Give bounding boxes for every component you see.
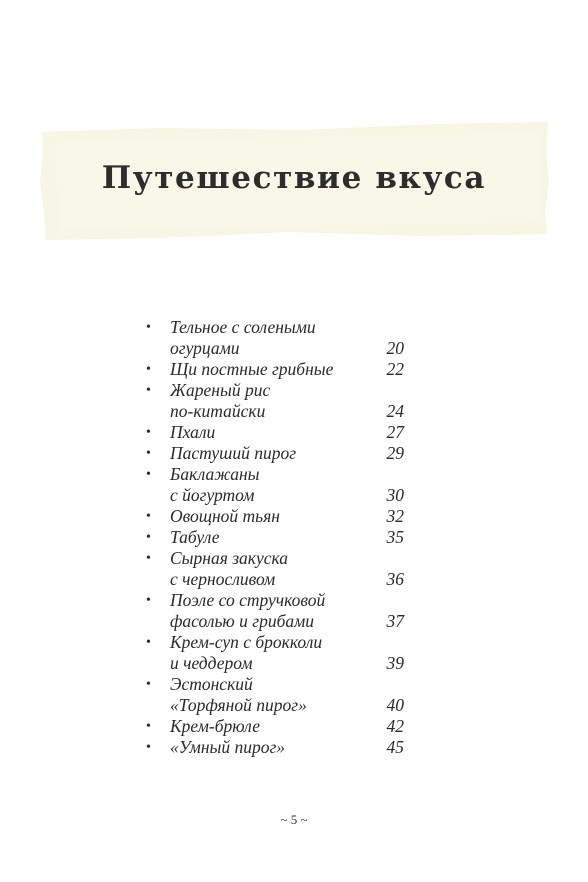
bullet-icon: • (146, 677, 151, 692)
toc-entry-page-number: 20 (386, 338, 404, 358)
toc-entry-line (144, 569, 414, 590)
toc-entry-title: Пхали (170, 422, 216, 442)
toc-entry-line (144, 737, 414, 758)
toc-entry-title: Жареный рис (170, 380, 271, 400)
bullet-icon: • (146, 320, 151, 335)
toc-entry (144, 737, 414, 758)
toc-entry-title: Табуле (170, 527, 220, 547)
toc-entry-title: Поэле со стручковой (170, 590, 326, 610)
bullet-icon: • (146, 509, 151, 524)
page-number-footer: ~ 5 ~ (280, 812, 308, 827)
toc-entry-line (144, 548, 414, 569)
toc-entry (144, 632, 414, 674)
bullet-icon: • (146, 719, 151, 734)
toc-entry-page-number: 45 (386, 737, 404, 757)
toc-entry (144, 674, 414, 716)
toc-entry-title: «Умный пирог» (170, 737, 286, 757)
toc-entry-title: фасолью и грибами (170, 611, 315, 631)
toc-entry-page-number: 29 (386, 443, 404, 463)
toc-entry-line (144, 422, 414, 443)
toc-entry (144, 443, 414, 464)
bullet-icon: • (146, 551, 151, 566)
page-title: Путешествие вкуса (101, 160, 487, 196)
toc-entry-line (144, 632, 414, 653)
toc-entry-line (144, 611, 414, 632)
toc-entry-page-number: 30 (386, 485, 404, 505)
toc-entry-title: с йогуртом (170, 485, 255, 505)
bullet-icon: • (146, 425, 151, 440)
toc-entry (144, 464, 414, 506)
toc-entry-title: огурцами (170, 338, 240, 358)
toc-entry-line (144, 338, 414, 359)
toc-entry-title: Эстонский (170, 674, 253, 694)
toc-entry-page-number: 35 (386, 527, 404, 547)
toc-entry-page-number: 42 (386, 716, 404, 736)
toc-entry (144, 380, 414, 422)
toc-entry-line (144, 380, 414, 401)
bullet-icon: • (146, 593, 151, 608)
toc-entry-line (144, 527, 414, 548)
toc-entry-title: Крем-брюле (170, 716, 260, 736)
toc-entry-line (144, 464, 414, 485)
toc-entry-title: с черносливом (170, 569, 276, 589)
toc-entry-page-number: 39 (386, 653, 404, 673)
bullet-icon: • (146, 362, 151, 377)
toc-entry (144, 422, 414, 443)
toc-entry (144, 527, 414, 548)
toc-entry-title: и чеддером (170, 653, 253, 673)
toc-entry-page-number: 24 (386, 401, 404, 421)
toc-entry-page-number: 36 (386, 569, 404, 589)
toc-entry-page-number: 40 (386, 695, 404, 715)
toc-entry-line (144, 590, 414, 611)
toc-entry-line (144, 506, 414, 527)
toc-entry-line (144, 359, 414, 380)
toc-entry-page-number: 22 (386, 359, 404, 379)
toc-entry-line (144, 485, 414, 506)
toc-entry-line (144, 653, 414, 674)
toc-entry-line (144, 674, 414, 695)
bullet-icon: • (146, 446, 151, 461)
toc-entry (144, 548, 414, 590)
toc-entry (144, 317, 414, 359)
toc-entry-page-number: 32 (386, 506, 404, 526)
toc-entry-title: Тельное с солеными (170, 317, 316, 337)
toc-entry (144, 590, 414, 632)
toc-entry-title: Сырная закуска (170, 548, 289, 568)
toc-entry-line (144, 716, 414, 737)
toc-entry-page-number: 37 (386, 611, 404, 631)
bullet-icon: • (146, 635, 151, 650)
bullet-icon: • (146, 530, 151, 545)
toc-entry-page-number: 27 (386, 422, 404, 442)
toc-entry-title: Овощной тьян (170, 506, 280, 526)
bullet-icon: • (146, 467, 151, 482)
toc-entry-line (144, 317, 414, 338)
bullet-icon: • (146, 383, 151, 398)
toc-entry (144, 506, 414, 527)
toc-entry-title: по-китайски (170, 401, 266, 421)
table-of-contents (144, 317, 414, 758)
toc-entry-line (144, 401, 414, 422)
toc-entry-line (144, 695, 414, 716)
toc-entry (144, 359, 414, 380)
toc-entry-line (144, 443, 414, 464)
toc-entry-title: Крем-суп с брокколи (170, 632, 323, 652)
toc-entry-title: Щи постные грибные (170, 359, 334, 379)
toc-entry (144, 716, 414, 737)
toc-entry-title: Пастуший пирог (170, 443, 297, 463)
toc-entry-title: «Торфяной пирог» (170, 695, 307, 715)
bullet-icon: • (146, 740, 151, 755)
toc-entry-title: Баклажаны (170, 464, 260, 484)
